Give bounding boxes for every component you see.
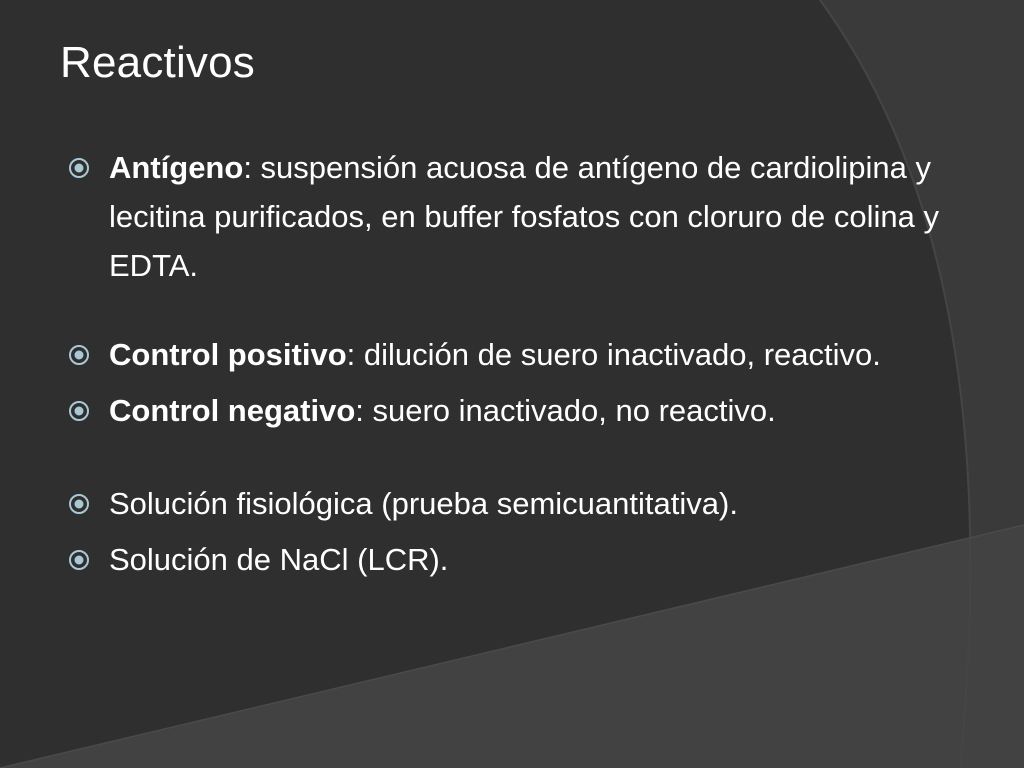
slide-title: Reactivos	[60, 38, 255, 87]
circle-target-icon	[68, 400, 90, 422]
circle-target-icon	[68, 157, 90, 179]
bullet-text: : dilución de suero inactivado, reactivo.	[346, 337, 881, 372]
bullet-text: Solución fisiológica (prueba semicuantitativa).	[109, 486, 738, 521]
circle-target-icon	[68, 344, 90, 366]
bullet-text: : suspensión acuosa de antígeno de cardiolipina y lecitina purificados, en buffer fosfatos con cloruro de colina y EDTA.	[109, 150, 940, 283]
bullet-item-control-negativo	[68, 386, 968, 435]
bullet-term: Control positivo	[109, 337, 347, 372]
bullet-item-control-positivo	[68, 330, 968, 379]
bullet-text: : suero inactivado, no reactivo.	[355, 393, 776, 428]
bullet-item-antigeno	[68, 143, 968, 290]
bullet-item-solucion-nacl	[68, 535, 968, 584]
bullet-term: Antígeno	[109, 150, 244, 185]
bullet-text: Solución de NaCl (LCR).	[109, 542, 449, 577]
bullet-item-solucion-fisiologica	[68, 479, 968, 528]
bullet-term: Control negativo	[109, 393, 356, 428]
circle-target-icon	[68, 493, 90, 515]
bullet-list	[68, 143, 968, 584]
circle-target-icon	[68, 549, 90, 571]
